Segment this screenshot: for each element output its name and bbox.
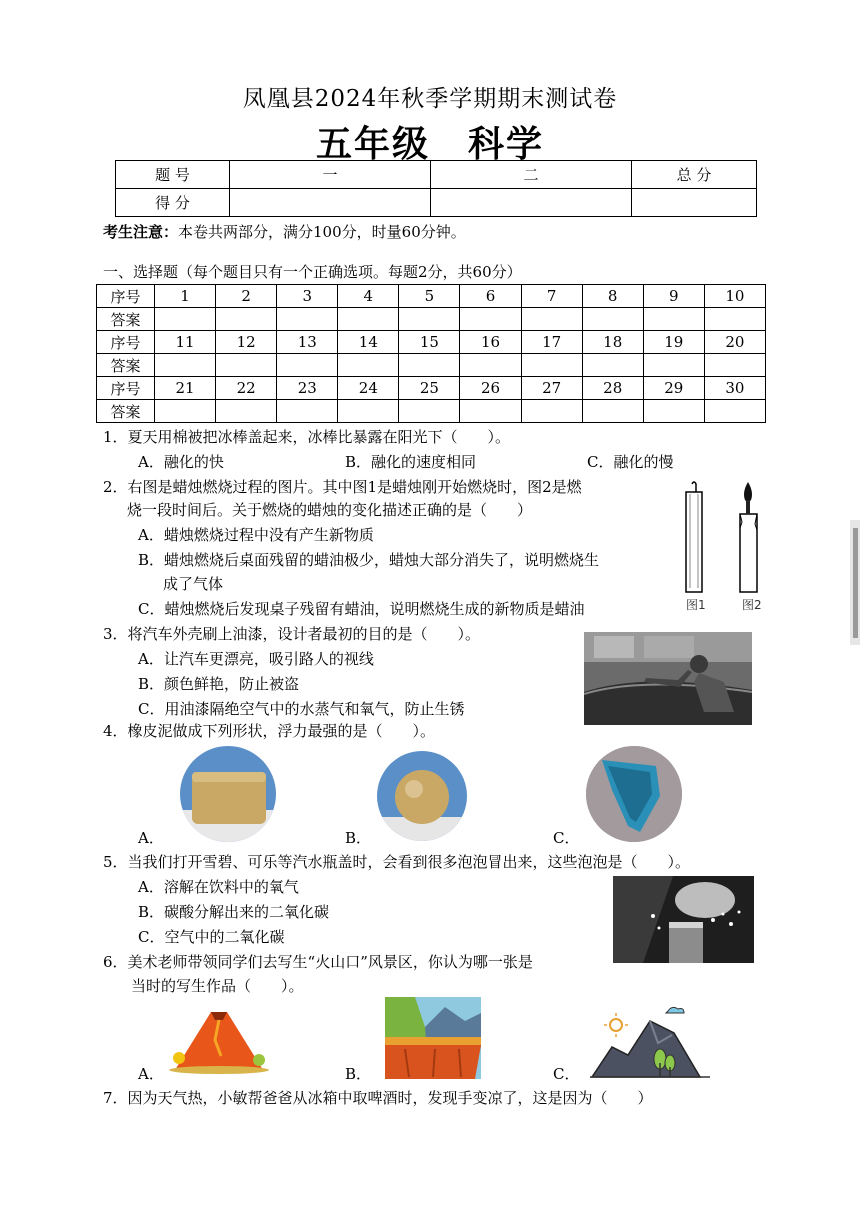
question-3-option-a[interactable]: A．让汽车更漂亮，吸引路人的视线	[138, 650, 374, 668]
question-number-cell: 14	[338, 331, 399, 354]
question-4-option-b[interactable]: B．	[345, 829, 372, 847]
score-cell: 得 分	[116, 189, 230, 217]
answer-cell[interactable]	[155, 308, 216, 331]
question-5-stem: 5．当我们打开雪碧、可乐等汽水瓶盖时，会看到很多泡泡冒出来，这些泡泡是（ ）。	[103, 853, 691, 871]
answer-cell[interactable]	[277, 308, 338, 331]
question-number-cell: 23	[277, 377, 338, 400]
candle-2-image	[740, 482, 757, 592]
question-number-cell: 4	[338, 285, 399, 308]
clay-cube-image	[178, 746, 278, 842]
question-number-cell: 24	[338, 377, 399, 400]
answer-label-cell: 答案	[97, 354, 155, 377]
question-1-option-b[interactable]: B．融化的速度相同	[345, 453, 477, 471]
score-cell[interactable]	[632, 189, 757, 217]
clay-boat-image	[584, 746, 684, 842]
answer-cell[interactable]	[216, 400, 277, 423]
question-7-stem: 7．因为天气热，小敏帮爸爸从冰箱中取啤酒时，发现手变凉了，这是因为（ ）	[103, 1089, 653, 1107]
answer-cell[interactable]	[338, 400, 399, 423]
answer-table-answer-row	[97, 400, 766, 423]
answer-table-answer-row	[97, 354, 766, 377]
volcano-drawing	[167, 1000, 271, 1074]
question-number-cell: 7	[521, 285, 582, 308]
question-2-option-b[interactable]: B．蜡烛燃烧后桌面残留的蜡油极少，蜡烛大部分消失了，说明燃烧生	[138, 551, 600, 569]
question-5-option-c[interactable]: C．空气中的二氧化碳	[138, 928, 285, 946]
answer-cell[interactable]	[460, 308, 521, 331]
question-number-cell: 13	[277, 331, 338, 354]
question-number-cell: 11	[155, 331, 216, 354]
seq-label-cell: 序号	[97, 285, 155, 308]
exam-subject: 五年级 科学	[315, 124, 544, 165]
question-number-cell: 9	[643, 285, 704, 308]
soda-can-photo	[613, 876, 754, 963]
question-6-stem-line1: 6．美术老师带领同学们去写生“火山口”风景区，你认为哪一张是	[103, 953, 533, 971]
question-2-stem-line2: 烧一段时间后。关于燃烧的蜡烛的变化描述正确的是（ ）	[127, 501, 533, 519]
answer-cell[interactable]	[643, 308, 704, 331]
answer-cell[interactable]	[582, 308, 643, 331]
answer-cell[interactable]	[216, 308, 277, 331]
cliff-drawing	[385, 997, 481, 1079]
exam-notice	[103, 220, 466, 244]
answer-cell[interactable]	[399, 354, 460, 377]
seq-label-cell: 序号	[97, 331, 155, 354]
question-number-cell: 22	[216, 377, 277, 400]
question-5-option-b[interactable]: B．碳酸分解出来的二氧化碳	[138, 903, 330, 921]
answer-cell[interactable]	[460, 400, 521, 423]
figure-1-label: 图1	[686, 598, 706, 612]
question-6-option-b[interactable]: B．	[345, 1065, 372, 1083]
notice-label: 考生注意：	[103, 223, 179, 241]
figure-2-label: 图2	[742, 598, 762, 612]
answer-cell[interactable]	[704, 354, 765, 377]
answer-cell[interactable]	[521, 400, 582, 423]
question-number-cell: 12	[216, 331, 277, 354]
question-number-cell: 15	[399, 331, 460, 354]
answer-cell[interactable]	[277, 400, 338, 423]
question-6-option-a[interactable]: A．	[138, 1065, 164, 1083]
question-5-option-a[interactable]: A．溶解在饮料中的氧气	[138, 878, 299, 896]
question-2-option-c[interactable]: C．蜡烛燃烧后发现桌子残留有蜡油，说明燃烧生成的新物质是蜡油	[138, 600, 585, 618]
seq-label-cell: 序号	[97, 377, 155, 400]
clay-ball-image	[376, 751, 468, 841]
answer-cell[interactable]	[155, 354, 216, 377]
question-number-cell: 16	[460, 331, 521, 354]
answer-table-seq-row	[97, 285, 766, 308]
question-4-stem: 4．橡皮泥做成下列形状，浮力最强的是（ ）。	[103, 722, 436, 740]
answer-cell[interactable]	[277, 354, 338, 377]
answer-cell[interactable]	[582, 354, 643, 377]
section-heading: 一、选择题（每个题目只有一个正确选项。每题2分，共60分）	[103, 263, 522, 281]
answer-table	[96, 284, 766, 423]
question-number-cell: 25	[399, 377, 460, 400]
answer-label-cell: 答案	[97, 308, 155, 331]
question-1-stem: 1．夏天用棉被把冰棒盖起来，冰棒比暴露在阳光下（ ）。	[103, 428, 511, 446]
score-cell[interactable]	[431, 189, 632, 217]
question-2-stem-line1: 2．右图是蜡烛燃烧过程的图片。其中图1是蜡烛刚开始燃烧时，图2是燃	[103, 478, 582, 496]
score-cell: 题 号	[116, 161, 230, 189]
question-number-cell: 28	[582, 377, 643, 400]
question-number-cell: 5	[399, 285, 460, 308]
score-cell: 二	[431, 161, 632, 189]
question-number-cell: 20	[704, 331, 765, 354]
question-3-option-c[interactable]: C．用油漆隔绝空气中的水蒸气和氧气，防止生锈	[138, 700, 465, 718]
question-number-cell: 21	[155, 377, 216, 400]
answer-cell[interactable]	[643, 354, 704, 377]
score-cell[interactable]	[230, 189, 431, 217]
question-number-cell: 17	[521, 331, 582, 354]
question-number-cell: 1	[155, 285, 216, 308]
question-number-cell: 3	[277, 285, 338, 308]
answer-cell[interactable]	[338, 308, 399, 331]
question-number-cell: 19	[643, 331, 704, 354]
question-number-cell: 2	[216, 285, 277, 308]
question-number-cell: 30	[704, 377, 765, 400]
question-1-option-c[interactable]: C．融化的慢	[587, 453, 674, 471]
question-6-stem-line2: 当时的写生作品（ ）。	[131, 977, 304, 995]
answer-cell[interactable]	[704, 400, 765, 423]
question-number-cell: 26	[460, 377, 521, 400]
question-4-option-c[interactable]: C．	[553, 829, 580, 847]
answer-cell[interactable]	[399, 308, 460, 331]
exam-title: 凤凰县2024年秋季学期期末测试卷	[242, 86, 618, 112]
question-3-option-b[interactable]: B．颜色鲜艳，防止被盗	[138, 675, 300, 693]
answer-table-seq-row	[97, 331, 766, 354]
mountain-drawing	[588, 1003, 712, 1079]
answer-table-seq-row	[97, 377, 766, 400]
score-cell: 总 分	[632, 161, 757, 189]
scrollbar[interactable]	[850, 520, 860, 645]
answer-cell[interactable]	[155, 400, 216, 423]
question-number-cell: 10	[704, 285, 765, 308]
answer-cell[interactable]	[216, 354, 277, 377]
question-number-cell: 27	[521, 377, 582, 400]
candle-figure	[676, 478, 770, 616]
car-painting-photo	[584, 632, 752, 725]
answer-cell[interactable]	[582, 400, 643, 423]
answer-cell[interactable]	[338, 354, 399, 377]
question-number-cell: 6	[460, 285, 521, 308]
question-6-option-c[interactable]: C．	[553, 1065, 580, 1083]
question-2-option-a[interactable]: A．蜡烛燃烧过程中没有产生新物质	[138, 526, 374, 544]
answer-label-cell: 答案	[97, 400, 155, 423]
candle-1-image	[686, 482, 702, 592]
question-1-option-a[interactable]: A．融化的快	[138, 453, 224, 471]
question-4-option-a[interactable]: A．	[138, 829, 164, 847]
answer-cell[interactable]	[399, 400, 460, 423]
score-table	[115, 160, 757, 217]
question-number-cell: 8	[582, 285, 643, 308]
answer-cell[interactable]	[460, 354, 521, 377]
answer-cell[interactable]	[521, 354, 582, 377]
answer-cell[interactable]	[643, 400, 704, 423]
answer-cell[interactable]	[704, 308, 765, 331]
answer-table-answer-row	[97, 308, 766, 331]
question-number-cell: 29	[643, 377, 704, 400]
notice-text: 本卷共两部分，满分100分，时量60分钟。	[178, 223, 466, 241]
question-number-cell: 18	[582, 331, 643, 354]
score-cell: 一	[230, 161, 431, 189]
answer-cell[interactable]	[521, 308, 582, 331]
question-3-stem: 3．将汽车外壳刷上油漆，设计者最初的目的是（ ）。	[103, 625, 481, 643]
question-2-option-b-cont: 成了气体	[163, 575, 224, 593]
